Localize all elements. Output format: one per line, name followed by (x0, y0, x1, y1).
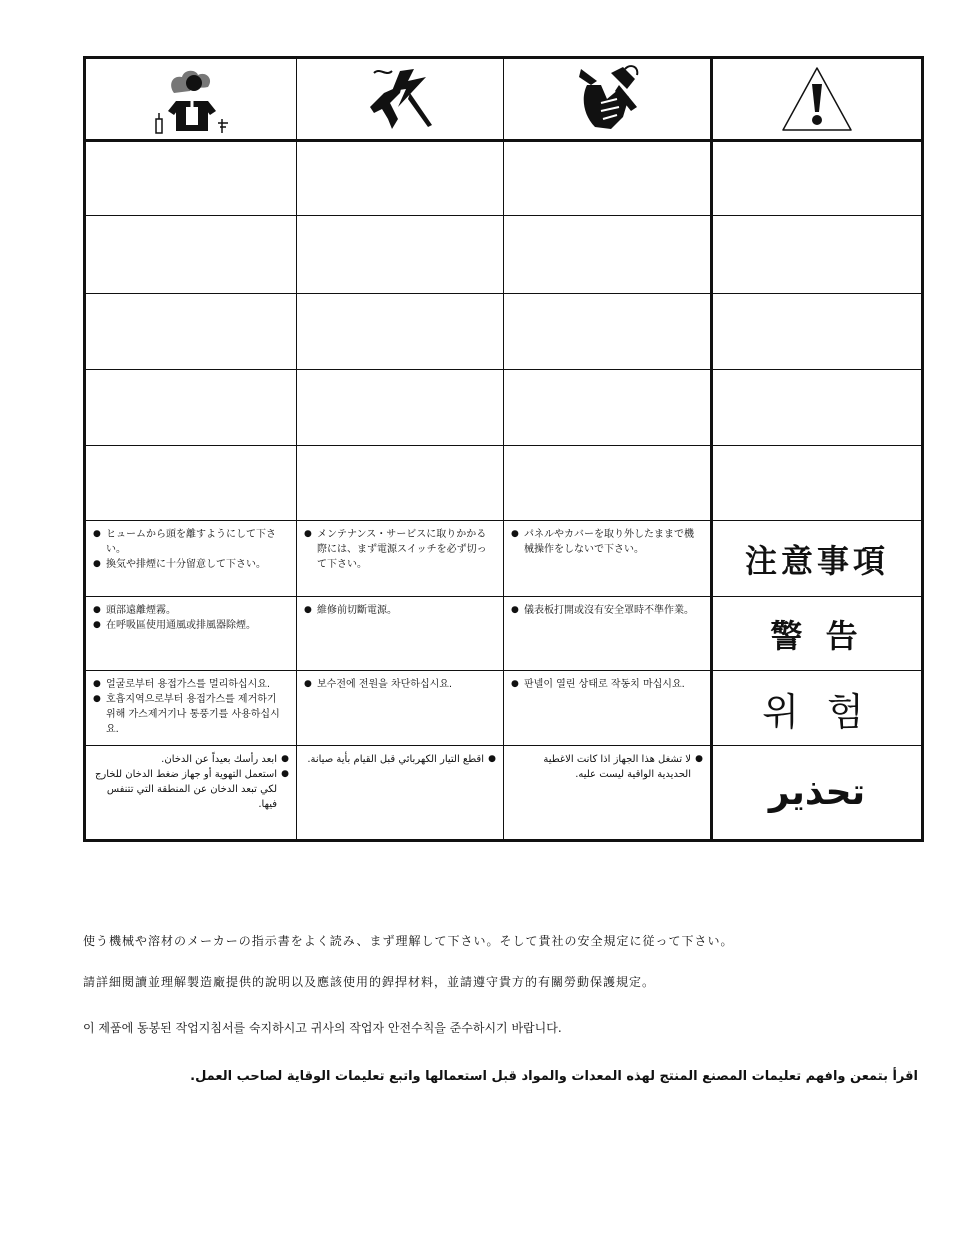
list-item: ● 頭部遠離煙霧。 (93, 603, 289, 618)
list-item: ● اقطع التيار الكهربائي قبل القيام بأية صيانة. (304, 752, 496, 767)
list-item: ● ヒュームから頭を離すようにして下さい。 (93, 527, 289, 557)
list-item: ● 維修前切斷電源。 (304, 603, 496, 618)
list-item: ● استعمل التهوية أو جهاز ضغط الدخان للخارج لكي تبعد الدخان عن المنطقة التي تتنفس فيها. (93, 767, 289, 812)
arabic-heading: تحذير (768, 772, 866, 813)
list-item: ● 換気や排煙に十分留意して下さい。 (93, 557, 289, 572)
arabic-shock-text (297, 746, 503, 839)
footer-korean: 이 제품에 동봉된 작업지침서를 숙지하시고 귀사의 작업자 안전수칙을 준수하시기 바랍니다. (83, 1021, 562, 1035)
japanese-hands-text (504, 521, 710, 596)
japanese-fumes-text (86, 521, 296, 596)
japanese-shock-text (297, 521, 503, 596)
chinese-fumes-text (86, 597, 296, 670)
list-item: ● 보수전에 전원을 차단하십시요. (304, 677, 496, 692)
list-item: ● 호흡지역으로부터 용접가스를 제거하기 위해 가스제거기나 통풍기를 사용하십시요. (93, 692, 289, 737)
arabic-fumes-text (86, 746, 296, 839)
chinese-hands-text (504, 597, 710, 670)
japanese-heading: 注意事項 (744, 541, 889, 580)
list-item: ● 儀表板打開或沒有安全罩時不準作業。 (511, 603, 703, 618)
list-item: ● لا تشغل هذا الجهاز اذا كانت الاغطية الحديدية الواقية ليست عليه. (511, 752, 703, 782)
safety-warning-table (83, 56, 924, 842)
row-divider (86, 139, 921, 142)
footer-arabic: اقرأ بتمعن وافهم تعليمات المصنع المنتج لهذه المعدات والمواد قبل استعمالها واتبع تعليمات الوقاية لصاحب العمل. (190, 1069, 918, 1084)
row-divider (86, 293, 921, 294)
footer-chinese: 請詳細閱讀並理解製造廠提供的說明以及應該使用的銲捍材料，並請遵守貴方的有關勞動保護規定。 (83, 975, 656, 989)
row-divider (86, 369, 921, 370)
korean-hands-text (504, 671, 710, 745)
list-item: ● 얼굴로부터 용접가스를 멀리하십시요. (93, 677, 289, 692)
chinese-heading: 警 告 (770, 616, 864, 655)
list-item: ● ابعد رأسك بعيداً عن الدخان. (93, 752, 289, 767)
warning-triangle-icon (713, 59, 921, 139)
fumes-protection-icon (86, 59, 296, 139)
korean-shock-text (297, 671, 503, 745)
moving-parts-icon (504, 59, 710, 139)
row-divider (86, 215, 921, 216)
list-item: ● 在呼吸區使用通風或排風器除煙。 (93, 618, 289, 633)
row-divider (86, 445, 921, 446)
arabic-hands-text (504, 746, 710, 839)
list-item: ● 판넬이 열린 상태로 작동치 마십시요. (511, 677, 703, 692)
footer-japanese: 使う機械や溶材のメーカーの指示書をよく読み、まず理解して下さい。そして貴社の安全規定に従って下さい。 (83, 934, 734, 948)
chinese-shock-text (297, 597, 503, 670)
list-item: ● パネルやカバーを取り外したままで機械操作をしないで下さい。 (511, 527, 703, 557)
korean-fumes-text (86, 671, 296, 745)
korean-heading: 위 험 (762, 689, 872, 734)
list-item: ● メンテナンス・サービスに取りかかる際には、まず電源スイッチを必ず切って下さい。 (304, 527, 496, 572)
electric-shock-icon (297, 59, 503, 139)
